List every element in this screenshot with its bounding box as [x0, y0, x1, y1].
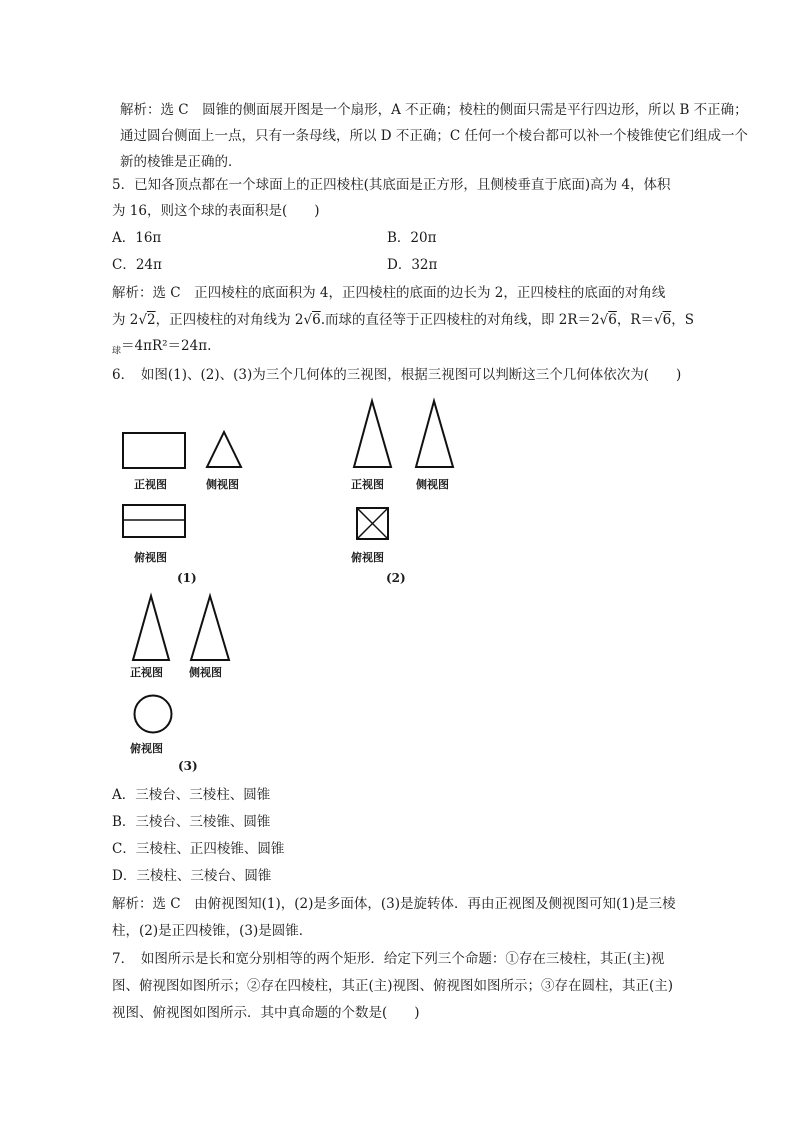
fig1-top-view-rectangle	[123, 505, 185, 537]
figure-1-drawings	[118, 430, 258, 560]
q7-stem-line-3: 视图、俯视图如图所示．其中真命题的个数是( )	[112, 1005, 420, 1021]
q5-explanation-line-1: 解析：选 C 正四棱柱的底面积为 4，正四棱柱的底面的边长为 2，正四棱柱的底面的对角线	[112, 285, 666, 301]
q5-explanation-line-2: 为 2√2，正四棱柱的对角线为 2√6.而球的直径等于正四棱柱的对角线，即 2R＝2√6，R＝√6，S	[112, 312, 694, 328]
q6-explanation-line-1: 解析：选 C 由俯视图知(1)，(2)是多面体，(3)是旋转体．再由正视图及侧视图可知(1)是三棱	[112, 896, 676, 912]
q6-explanation-line-2: 柱，(2)是正四棱锥，(3)是圆锥．	[112, 923, 313, 939]
fig1-label: (1)	[177, 571, 197, 585]
figure-2-drawings	[348, 398, 468, 548]
q7-stem-line-2: 图、俯视图如图所示；②存在四棱柱，其正(主)视图、俯视图如图所示；③存在圆柱，其正(主)	[112, 978, 674, 994]
fig2-side-view-caption: 侧视图	[416, 478, 449, 491]
q5-option-b: B．20π	[387, 230, 437, 246]
q5-stem-line-2: 为 16，则这个球的表面积是( )	[112, 203, 320, 219]
q6-option-a: A．三棱台、三棱柱、圆锥	[112, 787, 271, 803]
q6-stem: 6． 如图(1)、(2)、(3)为三个几何体的三视图，根据三视图可以判断这三个几何体依次为( )	[112, 367, 682, 383]
q5-option-c: C．24π	[112, 257, 162, 273]
q5-stem-line-1: 5．已知各顶点都在一个球面上的正四棱柱(其底面是正方形，且侧棱垂直于底面)高为 4，体积	[112, 177, 671, 193]
q6-option-d: D．三棱柱、三棱台、圆锥	[112, 868, 272, 884]
fig1-top-view-caption: 俯视图	[134, 551, 167, 564]
fig2-front-view-triangle	[354, 401, 391, 467]
fig3-front-view-caption: 正视图	[130, 666, 163, 679]
fig2-label: (2)	[386, 571, 406, 585]
q4-explanation-line-1: 解析：选 C 圆锥的侧面展开图是一个扇形，A 不正确；棱柱的侧面只需是平行四边形，所以 B 不正确；	[120, 102, 748, 118]
fig1-side-view-caption: 侧视图	[206, 478, 239, 491]
q6-option-b: B．三棱台、三棱锥、圆锥	[112, 814, 271, 830]
fig3-front-view-triangle	[133, 596, 169, 660]
q4-explanation-line-3: 新的棱锥是正确的．	[120, 154, 242, 170]
fig1-front-view-rectangle	[123, 433, 185, 468]
fig1-front-view-caption: 正视图	[134, 478, 167, 491]
fig3-top-view-caption: 俯视图	[130, 742, 163, 755]
q5-explanation-line-3: $_球$＝4πR²＝24π.	[112, 338, 212, 357]
q4-explanation-line-2: 通过圆台侧面上一点，只有一条母线，所以 D 不正确；C 任何一个棱台都可以补一个棱锥使它们组成一个	[120, 128, 749, 144]
q6-option-c: C．三棱柱、正四棱锥、圆锥	[112, 841, 285, 857]
q5-option-d: D．32π	[387, 257, 438, 273]
fig3-label: (3)	[178, 759, 198, 773]
fig1-side-view-triangle	[207, 432, 241, 467]
q5-option-a: A．16π	[112, 230, 162, 246]
q7-stem-line-1: 7． 如图所示是长和宽分别相等的两个矩形．给定下列三个命题：①存在三棱柱，其正(主)视	[112, 951, 665, 967]
fig2-side-view-triangle	[416, 401, 453, 467]
fig3-side-view-triangle	[191, 596, 229, 660]
fig3-side-view-caption: 侧视图	[189, 666, 222, 679]
fig2-front-view-caption: 正视图	[351, 478, 384, 491]
fig3-top-view-circle	[135, 696, 172, 733]
fig2-top-view-caption: 俯视图	[351, 551, 384, 564]
